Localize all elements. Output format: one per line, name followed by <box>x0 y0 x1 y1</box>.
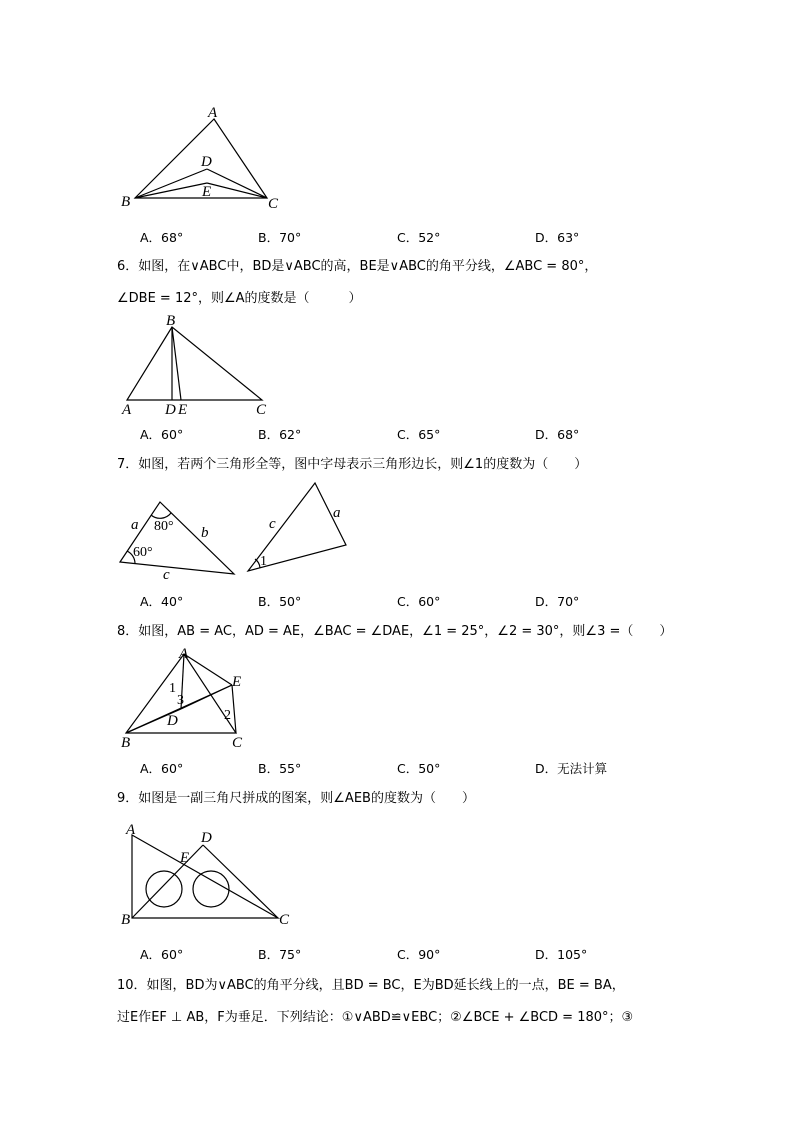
q10-stem-line-2: 过E作EF ⊥ AB，F为垂足．下列结论：①∨ABD≌∨EBC；②∠BCE + ∠BCD = 180°；③ <box>117 1010 634 1025</box>
q9-option-d[interactable]: D．105° <box>535 947 588 962</box>
q7-label-c-right: c <box>269 516 276 532</box>
q9-label-c: C <box>279 912 290 928</box>
q9-figure <box>115 818 300 930</box>
q9-circle-left <box>146 871 182 907</box>
q6-stem-line-1: 6．如图，在∨ABC中，BD是∨ABC的高，BE是∨ABC的角平分线，∠ABC = 80°， <box>117 259 598 274</box>
q5-options <box>140 228 700 246</box>
q5-option-b[interactable]: B．70° <box>258 230 302 245</box>
q8-option-a[interactable]: A．60° <box>140 761 184 776</box>
q7-label-b-left: b <box>201 525 209 541</box>
q8-label-d: D <box>167 713 178 729</box>
q6-option-b[interactable]: B．62° <box>258 427 302 442</box>
q9-label-b: B <box>121 912 131 928</box>
q8-option-d[interactable]: D．无法计算 <box>535 761 608 776</box>
q6-options <box>140 425 700 443</box>
q7-label-80: 80° <box>154 519 174 534</box>
q6-figure <box>115 310 280 420</box>
q8-label-c: C <box>232 735 243 751</box>
q5-label-a: A <box>208 105 218 121</box>
q7-stem-line-1: 7．如图，若两个三角形全等，图中字母表示三角形边长，则∠1的度数为（ ） <box>117 457 588 472</box>
q9-options <box>140 945 700 963</box>
q8-segment-ec <box>232 685 236 733</box>
q7-label-a-right: a <box>333 505 341 521</box>
q8-label-2: 2 <box>224 708 231 723</box>
q8-options <box>140 759 700 777</box>
q8-label-a: A <box>179 646 189 662</box>
q6-triangle-abc <box>127 327 262 400</box>
q7-label-c-left: c <box>163 567 170 583</box>
q9-label-d: D <box>201 830 212 846</box>
q5-option-c[interactable]: C．52° <box>397 230 441 245</box>
q7-options <box>140 592 700 610</box>
q5-label-d: D <box>201 154 212 170</box>
q5-label-e: E <box>202 184 212 200</box>
q5-figure <box>115 100 290 215</box>
q10-stem-line-1: 10．如图，BD为∨ABC的角平分线，且BD = BC，E为BD延长线上的一点，BE = BA， <box>117 978 625 993</box>
q6-label-c: C <box>256 402 267 418</box>
q9-option-a[interactable]: A．60° <box>140 947 184 962</box>
q8-option-c[interactable]: C．50° <box>397 761 441 776</box>
q6-label-a: A <box>122 402 132 418</box>
q7-option-d[interactable]: D．70° <box>535 594 580 609</box>
q7-label-a-left: a <box>131 517 139 533</box>
q6-option-a[interactable]: A．60° <box>140 427 184 442</box>
q5-segment-be <box>135 183 207 198</box>
q9-label-a: A <box>126 822 136 838</box>
q5-segment-bd <box>135 169 207 198</box>
q8-segment-ae <box>184 654 232 685</box>
q7-label-60: 60° <box>133 545 153 560</box>
q6-label-e: E <box>178 402 188 418</box>
q8-label-3: 3 <box>177 693 184 708</box>
q9-stem-line-1: 9．如图是一副三角尺拼成的图案，则∠AEB的度数为（ ） <box>117 791 475 806</box>
q5-label-c: C <box>268 196 279 212</box>
q7-angle-arc-80 <box>151 513 171 518</box>
q9-circle-right <box>193 871 229 907</box>
q6-stem-line-2: ∠DBE = 12°，则∠A的度数是（ ） <box>117 291 362 306</box>
q6-label-b: B <box>166 313 176 329</box>
q7-option-b[interactable]: B．50° <box>258 594 302 609</box>
q7-option-c[interactable]: C．60° <box>397 594 441 609</box>
q6-option-c[interactable]: C．65° <box>397 427 441 442</box>
q9-option-c[interactable]: C．90° <box>397 947 441 962</box>
q9-label-e: E <box>180 850 190 866</box>
q7-option-a[interactable]: A．40° <box>140 594 184 609</box>
q5-label-b: B <box>121 194 131 210</box>
q6-bisector-be <box>172 327 181 400</box>
q6-option-d[interactable]: D．68° <box>535 427 580 442</box>
q8-stem-line-1: 8．如图，AB = AC，AD = AE，∠BAC = ∠DAE，∠1 = 25°，∠2 = 30°，则∠3 =（ ） <box>117 624 673 639</box>
q5-segment-dc <box>207 169 267 198</box>
q7-triangle-left <box>120 502 234 574</box>
q5-option-d[interactable]: D．63° <box>535 230 580 245</box>
q8-label-b: B <box>121 735 131 751</box>
q8-label-1: 1 <box>169 681 176 696</box>
q9-option-b[interactable]: B．75° <box>258 947 302 962</box>
q5-option-a[interactable]: A．68° <box>140 230 184 245</box>
q7-figure <box>115 478 355 584</box>
q8-figure <box>115 644 260 752</box>
q8-label-e: E <box>232 674 242 690</box>
q7-label-1: 1 <box>260 554 267 569</box>
q6-label-d: D <box>165 402 176 418</box>
q8-option-b[interactable]: B．55° <box>258 761 302 776</box>
